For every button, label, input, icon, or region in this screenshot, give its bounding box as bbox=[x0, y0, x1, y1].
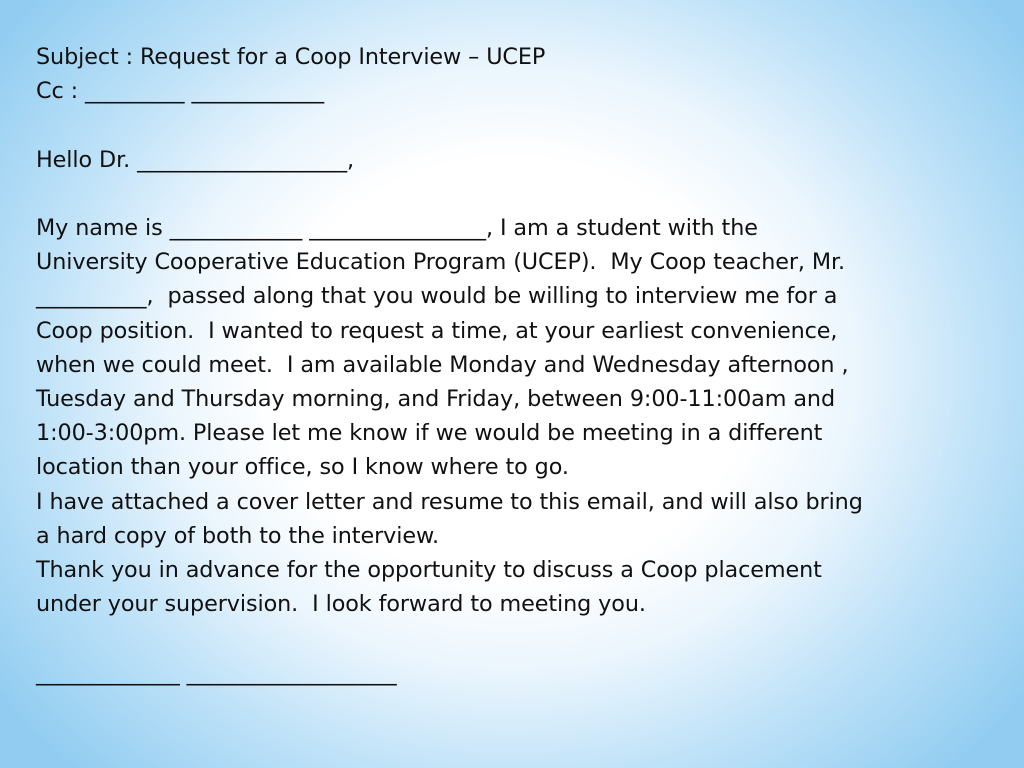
body-line: Coop position. I wanted to request a time, at your earliest convenience, bbox=[36, 317, 838, 344]
attachment-line: I have attached a cover letter and resume to this email, and will also bring bbox=[36, 488, 863, 515]
cc-line: Cc : _________ ____________ bbox=[36, 78, 325, 105]
blank-line bbox=[36, 621, 1011, 655]
closing-line: under your supervision. I look forward to meeting you. bbox=[36, 591, 646, 618]
closing-paragraph bbox=[36, 553, 1011, 621]
body-line: location than your office, so I know where to go. bbox=[36, 454, 569, 481]
body-line: 1:00-3:00pm. Please let me know if we would be meeting in a different bbox=[36, 420, 823, 447]
body-line: when we could meet. I am available Monday and Wednesday afternoon , bbox=[36, 351, 849, 378]
body-line: University Cooperative Education Program (UCEP). My Coop teacher, Mr. bbox=[36, 249, 846, 276]
subject-line: Subject : Request for a Coop Interview – UCEP bbox=[36, 44, 546, 70]
greeting-line: Hello Dr. ___________________, bbox=[36, 146, 354, 173]
email-template bbox=[36, 40, 1011, 690]
attachment-paragraph bbox=[36, 485, 1011, 553]
attachment-line: a hard copy of both to the interview. bbox=[36, 522, 440, 549]
blank-line bbox=[36, 177, 1011, 211]
signature-line: _____________ ___________________ bbox=[36, 659, 397, 686]
body-line: Tuesday and Thursday morning, and Friday, between 9:00-11:00am and bbox=[36, 386, 836, 412]
body-line: __________, passed along that you would be willing to interview me for a bbox=[36, 283, 838, 310]
closing-line: Thank you in advance for the opportunity to discuss a Coop placement bbox=[36, 557, 822, 584]
body-paragraph bbox=[36, 211, 1011, 485]
body-line: My name is ____________ ________________, I am a student with the bbox=[36, 214, 758, 241]
blank-line bbox=[36, 108, 1011, 142]
